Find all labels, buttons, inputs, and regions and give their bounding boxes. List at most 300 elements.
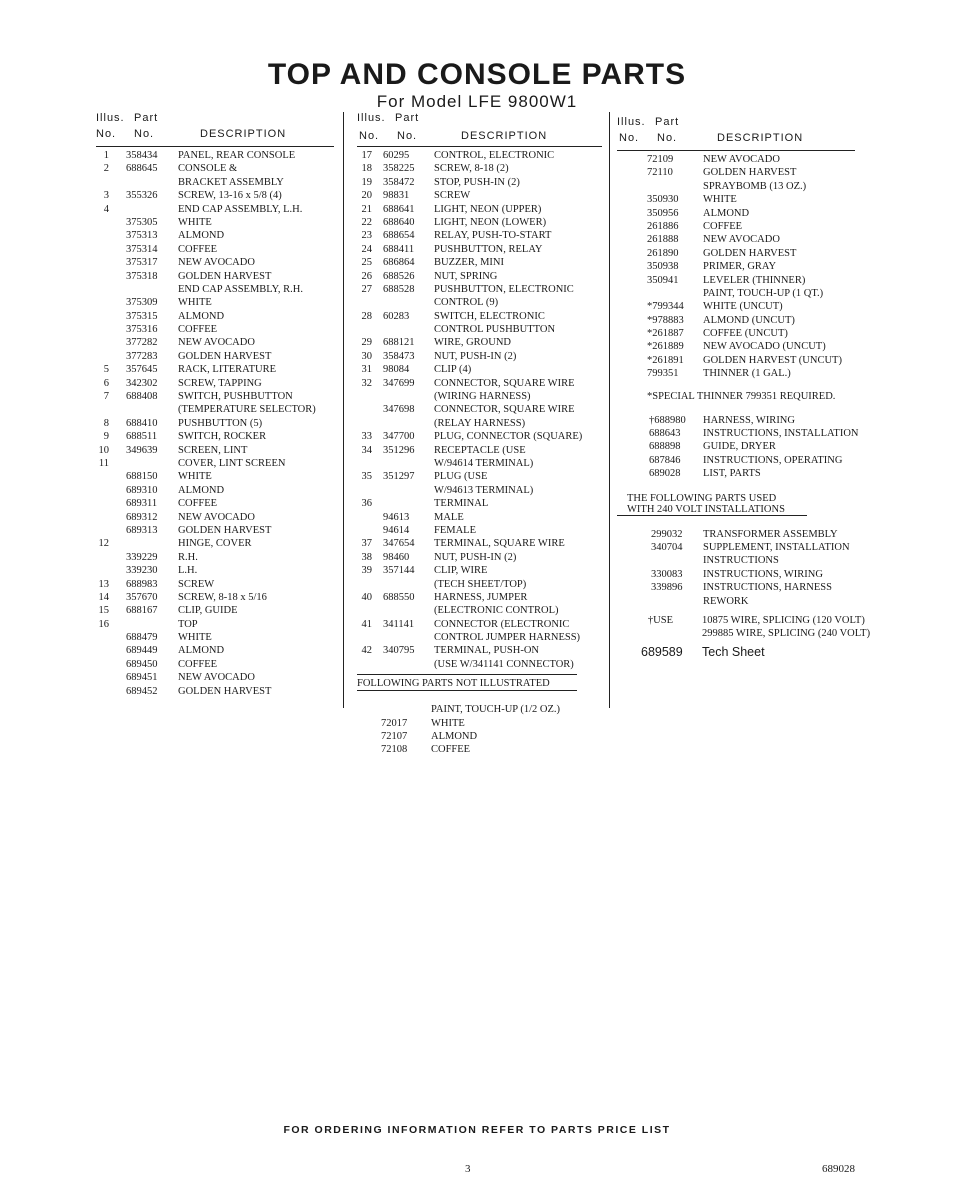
table-row	[617, 340, 897, 353]
table-row	[617, 467, 897, 480]
part-number: 377282	[126, 337, 158, 349]
illus-number: 39	[361, 565, 372, 577]
part-header: Part	[395, 112, 420, 124]
part-number: 98831	[383, 190, 410, 202]
part-number: 689452	[126, 685, 158, 697]
table-row	[96, 336, 334, 349]
part-description: RELAY, PUSH-TO-START	[434, 230, 552, 242]
table-row	[357, 229, 602, 242]
part-description: SUPPLEMENT, INSTALLATION	[703, 541, 850, 553]
part-number: 72017	[381, 717, 408, 729]
table-row	[357, 176, 602, 189]
table-row	[96, 658, 334, 671]
illus-number: 10	[98, 444, 109, 456]
table-row	[617, 454, 897, 467]
part-description: PANEL, REAR CONSOLE	[178, 150, 296, 161]
table-row	[357, 403, 602, 416]
part-number: 72108	[381, 744, 408, 756]
illus-number: 13	[98, 578, 109, 590]
part-description: NEW AVOCADO	[178, 511, 255, 523]
table-row	[617, 327, 897, 340]
table-row	[96, 323, 334, 336]
table-row	[96, 631, 334, 644]
part-description: WHITE	[178, 471, 212, 483]
part-description: CONTROL (9)	[434, 297, 499, 309]
column-header	[617, 116, 855, 151]
table-row	[617, 153, 897, 166]
part-number: 688479	[126, 632, 158, 644]
part-number: 347700	[383, 431, 415, 443]
part-number: 342302	[126, 377, 158, 389]
table-row	[617, 595, 897, 608]
table-row	[617, 568, 897, 581]
part-number: 358225	[383, 163, 415, 175]
part-description: NEW AVOCADO	[178, 257, 255, 269]
part-description: INSTRUCTIONS	[703, 555, 779, 567]
table-row	[357, 717, 602, 730]
column-divider	[609, 112, 610, 708]
part-number: 358473	[383, 350, 415, 362]
part-number: 689310	[126, 484, 158, 496]
part-description: NEW AVOCADO	[178, 337, 255, 349]
illus-number: 22	[361, 216, 372, 228]
part-description: PLUG (USE	[434, 471, 488, 483]
part-number: 72109	[647, 154, 674, 165]
part-number: 688511	[126, 431, 158, 443]
part-description: WIRE, GROUND	[434, 337, 511, 349]
table-row	[96, 310, 334, 323]
table-row	[96, 671, 334, 684]
table-row	[357, 189, 602, 202]
illus-number: 7	[103, 391, 109, 403]
table-row	[617, 166, 897, 179]
illus-number: 26	[361, 270, 372, 282]
part-number: 341141	[383, 618, 415, 630]
illus-number: 4	[103, 203, 109, 215]
part-number: 261890	[647, 247, 679, 259]
part-no-header: No.	[397, 130, 418, 142]
use-note	[617, 614, 897, 641]
illus-no-header: No.	[619, 132, 640, 144]
table-row	[357, 256, 602, 269]
part-number: 261886	[647, 220, 679, 232]
part-number: 688526	[383, 270, 415, 282]
part-description: CONSOLE &	[178, 163, 238, 175]
part-number: *799344	[647, 301, 684, 313]
part-number: *261887	[647, 328, 684, 340]
table-row	[357, 390, 602, 403]
part-number: 349639	[126, 444, 158, 456]
part-description: TOP	[178, 618, 198, 630]
part-description: NUT, SPRING	[434, 270, 498, 282]
table-row	[357, 537, 602, 550]
part-number: 689311	[126, 498, 158, 510]
table-row	[357, 658, 602, 671]
table-row	[357, 430, 602, 443]
part-number: *261891	[647, 354, 684, 366]
illus-number: 19	[361, 176, 372, 188]
part-number: 688645	[126, 163, 158, 175]
table-row	[357, 310, 602, 323]
table-row	[357, 296, 602, 309]
table-row	[96, 377, 334, 390]
use-line-2: 299885 WIRE, SPLICING (240 VOLT)	[702, 628, 871, 640]
table-row	[96, 578, 334, 591]
illus-number: 11	[98, 457, 109, 469]
part-description: NUT, PUSH-IN (2)	[434, 551, 517, 563]
part-description: END CAP ASSEMBLY, L.H.	[178, 203, 303, 215]
part-number: 351297	[383, 471, 415, 483]
part-description: PLUG, CONNECTOR (SQUARE)	[434, 431, 583, 443]
part-number: 689450	[126, 658, 158, 670]
part-description: LEVELER (THINNER)	[703, 274, 806, 286]
part-description: GUIDE, DRYER	[703, 441, 776, 453]
part-number: 355326	[126, 190, 158, 202]
part-number: 350941	[647, 274, 679, 286]
table-row	[96, 229, 334, 242]
use-label: †USE	[647, 614, 673, 626]
table-row	[96, 564, 334, 577]
table-row	[96, 162, 334, 175]
table-row	[96, 591, 334, 604]
part-description: (WIRING HARNESS)	[434, 391, 531, 403]
part-number: 330083	[651, 568, 683, 580]
table-row	[617, 367, 897, 380]
table-row	[96, 497, 334, 510]
part-number: 687846	[649, 454, 681, 466]
table-row	[357, 644, 602, 657]
illus-number: 42	[361, 645, 372, 657]
illus-number: 15	[98, 605, 109, 617]
part-description: GOLDEN HARVEST	[178, 350, 272, 362]
parts-column-3	[617, 116, 897, 663]
part-number: 94613	[383, 511, 410, 523]
part-number: 375305	[126, 216, 158, 228]
part-number: 60295	[383, 150, 410, 161]
document-number: 689028	[822, 1163, 855, 1175]
parts-list	[357, 149, 602, 671]
part-description: SCREW, 8-18 x 5/16	[178, 591, 267, 603]
table-row	[617, 581, 897, 594]
part-description: NEW AVOCADO (UNCUT)	[703, 341, 826, 353]
part-description: COFFEE	[431, 744, 471, 756]
table-row	[96, 363, 334, 376]
part-description: INSTRUCTIONS, HARNESS	[703, 582, 832, 594]
column-header	[357, 112, 602, 147]
illus-number: 18	[361, 163, 372, 175]
illus-number: 20	[361, 190, 372, 202]
ordering-footer: FOR ORDERING INFORMATION REFER TO PARTS PRICE LIST	[283, 1124, 671, 1136]
part-description: R.H.	[178, 551, 198, 563]
part-description: COFFEE (UNCUT)	[703, 328, 788, 340]
part-description: GOLDEN HARVEST	[178, 524, 272, 536]
part-description: SCREW, 13-16 x 5/8 (4)	[178, 190, 282, 202]
page-number: 3	[465, 1163, 471, 1175]
part-number: 375316	[126, 324, 158, 336]
part-number: 688150	[126, 471, 158, 483]
table-row	[96, 430, 334, 443]
table-row	[617, 274, 897, 287]
table-row	[357, 484, 602, 497]
table-row	[357, 524, 602, 537]
model-subtitle: For Model LFE 9800W1	[376, 92, 578, 111]
part-description: BUZZER, MINI	[434, 257, 504, 269]
part-description: PAINT, TOUCH-UP (1/2 OZ.)	[431, 704, 561, 716]
part-description: CLIP, GUIDE	[178, 605, 238, 617]
part-description: GOLDEN HARVEST	[703, 247, 797, 259]
table-row	[96, 604, 334, 617]
part-number: 339896	[651, 582, 683, 594]
illus-number: 14	[98, 591, 109, 603]
part-description: TERMINAL, PUSH-ON	[434, 645, 539, 657]
table-row	[617, 554, 897, 567]
part-number: 686864	[383, 257, 415, 269]
table-row	[357, 511, 602, 524]
part-number: 375315	[126, 310, 158, 322]
part-number: 799351	[647, 368, 679, 380]
part-description: CLIP, WIRE	[434, 565, 488, 577]
part-description: COFFEE	[178, 324, 218, 336]
part-description: WHITE	[178, 297, 212, 309]
parts-list	[96, 149, 334, 698]
following-240v-line2: WITH 240 VOLT INSTALLATIONS	[617, 504, 807, 516]
part-description: GOLDEN HARVEST	[178, 270, 272, 282]
table-row	[357, 578, 602, 591]
illus-number: 9	[103, 431, 109, 443]
part-number: 340795	[383, 645, 415, 657]
following-240v-line1: THE FOLLOWING PARTS USED	[627, 492, 777, 504]
part-number: 689449	[126, 645, 158, 657]
part-number: 347654	[383, 538, 415, 550]
part-number: 358472	[383, 176, 415, 188]
part-number: 688641	[383, 203, 415, 215]
table-row	[96, 537, 334, 550]
part-number: 347698	[383, 404, 415, 416]
part-description: NUT, PUSH-IN (2)	[434, 350, 517, 362]
table-row	[96, 444, 334, 457]
table-row	[96, 216, 334, 229]
part-description: LIST, PARTS	[703, 468, 761, 480]
part-description: COVER, LINT SCREEN	[178, 457, 286, 469]
part-number: †688980	[649, 414, 686, 426]
part-description: PUSHBUTTON (5)	[178, 417, 263, 429]
part-description: BRACKET ASSEMBLY	[178, 176, 284, 188]
part-number: 340704	[651, 541, 683, 553]
table-row	[96, 270, 334, 283]
part-number: 688643	[649, 428, 681, 440]
table-row	[96, 243, 334, 256]
illus-no-header: No.	[96, 128, 117, 140]
illus-number: 2	[103, 163, 109, 175]
table-row	[357, 444, 602, 457]
part-description: WHITE	[178, 632, 212, 644]
part-description: L.H.	[178, 565, 198, 577]
table-row	[357, 470, 602, 483]
table-row	[357, 743, 602, 756]
illus-number: 41	[361, 618, 372, 630]
table-row	[357, 591, 602, 604]
illus-header: Illus.	[96, 112, 125, 124]
part-description: SWITCH, ELECTRONIC	[434, 310, 545, 322]
illus-number: 3	[103, 190, 109, 202]
parts-list	[617, 528, 897, 608]
part-number: 60283	[383, 310, 410, 322]
table-row	[96, 296, 334, 309]
table-row	[96, 524, 334, 537]
part-number: 94614	[383, 524, 410, 536]
illus-number: 8	[103, 417, 109, 429]
illus-number: 12	[98, 538, 109, 550]
following-header: FOLLOWING PARTS NOT ILLUSTRATED	[357, 677, 577, 691]
table-row	[357, 551, 602, 564]
column-divider	[343, 112, 344, 708]
tech-sheet-row	[617, 645, 897, 663]
part-description: PAINT, TOUCH-UP (1 QT.)	[703, 287, 824, 299]
part-description: TERMINAL	[434, 498, 489, 510]
table-row	[617, 427, 897, 440]
part-number: 688983	[126, 578, 158, 590]
part-description: HARNESS, JUMPER	[434, 591, 528, 603]
part-description: NEW AVOCADO	[703, 234, 780, 246]
part-description: NEW AVOCADO	[178, 672, 255, 684]
part-number: 688550	[383, 591, 415, 603]
tech-sheet-label: Tech Sheet	[702, 644, 765, 659]
part-number: 98084	[383, 364, 410, 376]
illus-number: 21	[361, 203, 372, 215]
table-row	[357, 162, 602, 175]
part-no-header: No.	[657, 132, 678, 144]
table-row	[357, 730, 602, 743]
part-number: 347699	[383, 377, 415, 389]
part-description: INSTRUCTIONS, INSTALLATION	[703, 428, 859, 440]
illus-number: 16	[98, 618, 109, 630]
part-number: 689028	[649, 468, 681, 480]
table-row	[357, 363, 602, 376]
part-number: 375313	[126, 230, 158, 242]
illus-number: 33	[361, 431, 372, 443]
part-description: REWORK	[703, 595, 749, 607]
part-description: SCREW, TAPPING	[178, 377, 262, 389]
part-description: INSTRUCTIONS, OPERATING	[703, 454, 843, 466]
part-description: WHITE (UNCUT)	[703, 301, 783, 313]
part-description: THINNER (1 GAL.)	[703, 368, 791, 380]
part-description: CONNECTOR, SQUARE WIRE	[434, 404, 575, 416]
part-number: 688408	[126, 391, 158, 403]
part-description: GOLDEN HARVEST	[703, 167, 797, 179]
part-number: 375309	[126, 297, 158, 309]
table-row	[357, 703, 602, 716]
table-row	[357, 203, 602, 216]
part-number: *261889	[647, 341, 684, 353]
part-description: RACK, LITERATURE	[178, 364, 276, 376]
part-description: SWITCH, PUSHBUTTON	[178, 391, 293, 403]
table-row	[617, 220, 897, 233]
part-description: CONNECTOR (ELECTRONIC	[434, 618, 570, 630]
parts-list	[617, 153, 897, 381]
table-row	[96, 176, 334, 189]
part-number: 299032	[651, 528, 683, 540]
illus-number: 27	[361, 283, 372, 295]
part-description: ALMOND	[703, 207, 750, 219]
part-description: (RELAY HARNESS)	[434, 417, 526, 429]
part-description: CLIP (4)	[434, 364, 472, 376]
part-description: HINGE, COVER	[178, 538, 252, 550]
part-description: CONTROL, ELECTRONIC	[434, 150, 555, 161]
part-number: *978883	[647, 314, 684, 326]
column-header	[96, 112, 334, 147]
table-row	[96, 618, 334, 631]
part-number: 375314	[126, 243, 158, 255]
part-description: COFFEE	[178, 243, 218, 255]
parts-list-extra	[357, 703, 602, 757]
illus-number: 31	[361, 364, 372, 376]
part-number: 688167	[126, 605, 158, 617]
part-number: 350956	[647, 207, 679, 219]
part-description: WHITE	[703, 194, 737, 206]
table-row	[617, 193, 897, 206]
part-number: 688898	[649, 441, 681, 453]
illus-header: Illus.	[357, 112, 386, 124]
part-description: FEMALE	[434, 524, 476, 536]
part-description: ALMOND	[178, 230, 225, 242]
part-description: SCREEN, LINT	[178, 444, 248, 456]
table-row	[617, 180, 897, 193]
part-description: SCREW	[434, 190, 471, 202]
part-description: SPRAYBOMB (13 OZ.)	[703, 180, 807, 192]
table-row	[617, 207, 897, 220]
table-row	[617, 287, 897, 300]
part-description: W/94613 TERMINAL)	[434, 484, 534, 496]
part-description: SCREW	[178, 578, 215, 590]
part-header: Part	[655, 116, 680, 128]
part-no-header: No.	[134, 128, 155, 140]
part-description: MALE	[434, 511, 464, 523]
table-row	[617, 414, 897, 427]
illus-number: 6	[103, 377, 109, 389]
description-header: DESCRIPTION	[200, 128, 287, 140]
part-description: STOP, PUSH-IN (2)	[434, 176, 520, 188]
table-row	[357, 564, 602, 577]
part-number: 689451	[126, 672, 158, 684]
table-row	[357, 336, 602, 349]
part-description: TERMINAL, SQUARE WIRE	[434, 538, 565, 550]
part-number: 72107	[381, 731, 408, 743]
part-description: PUSHBUTTON, RELAY	[434, 243, 543, 255]
tech-sheet-part: 689589	[641, 644, 683, 659]
table-row	[357, 270, 602, 283]
part-description: ALMOND	[178, 484, 225, 496]
description-header: DESCRIPTION	[461, 130, 548, 142]
table-row	[617, 440, 897, 453]
table-row	[357, 618, 602, 631]
part-description: COFFEE	[178, 498, 218, 510]
illus-no-header: No.	[359, 130, 380, 142]
part-number: 350930	[647, 194, 679, 206]
illus-number: 28	[361, 310, 372, 322]
table-row	[617, 233, 897, 246]
table-row	[96, 417, 334, 430]
part-description: WHITE	[178, 216, 212, 228]
table-row	[96, 283, 334, 296]
part-description: ALMOND	[178, 645, 225, 657]
part-description: (TECH SHEET/TOP)	[434, 578, 527, 590]
part-number: 339229	[126, 551, 158, 563]
table-row	[357, 631, 602, 644]
part-number: 357144	[383, 565, 415, 577]
table-row	[357, 604, 602, 617]
illus-number: 30	[361, 350, 372, 362]
part-number: 357645	[126, 364, 158, 376]
